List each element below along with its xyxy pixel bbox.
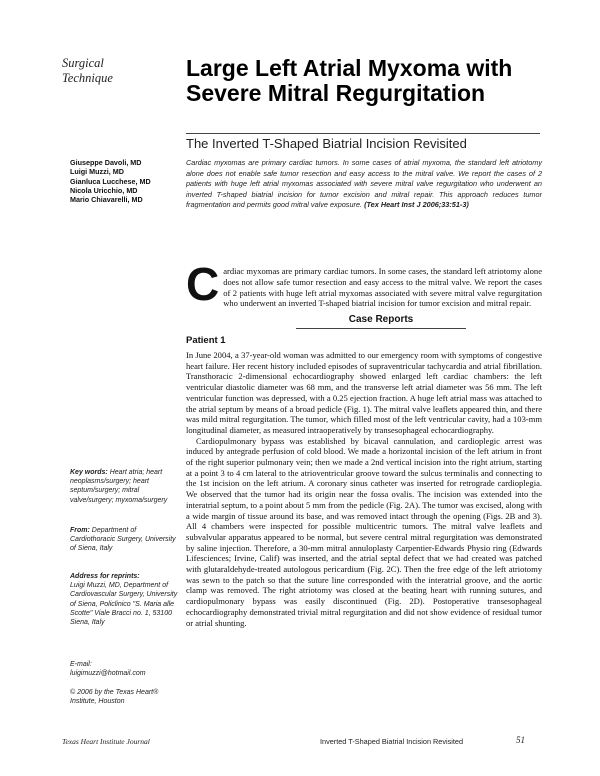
address-text: Luigi Muzzi, MD, Department of Cardiovascular Surgery, University of Siena, Policlinico "S. Maria alle Scotte" Viale Bracci no. 1, 53100 Siena, Italy	[70, 582, 178, 627]
abstract-text: Cardiac myxomas are primary cardiac tumors. In some cases of atrial myxoma, the standard left atriotomy alone does not enable safe tumor resection and easy access to the mitral valve. We report the cases of 2 patients with huge left atrial myxomas associated with severe mitral valve regurgitation who underwent an inverted T-shaped biatrial incision for tumor excision and mitral repair. This approach reduces tumor fragmentation and permits good mitral valve exposure.	[186, 158, 542, 210]
address-label: Address for reprints:	[70, 573, 140, 580]
affiliation-block	[70, 526, 182, 554]
section-label-line-2: Technique	[62, 71, 113, 85]
affiliation-text: Department of Cardiothoracic Surgery, University of Siena, Italy	[70, 527, 176, 553]
affiliation-label: From:	[70, 527, 90, 534]
abstract-citation: (Tex Heart Inst J 2006;33:51-3)	[364, 200, 469, 210]
title-divider	[186, 133, 540, 134]
copyright-notice: © 2006 by the Texas Heart® Institute, Houston	[70, 689, 159, 706]
section-label-line-1: Surgical	[62, 56, 104, 70]
journal-name: Texas Heart Institute Journal	[62, 737, 150, 746]
article-subtitle: The Inverted T-Shaped Biatrial Incision Revisited	[186, 136, 467, 151]
section-divider	[296, 328, 466, 329]
author: Nicola Uricchio, MD	[70, 185, 138, 195]
author: Gianluca Lucchese, MD	[70, 176, 151, 186]
email-block	[70, 660, 182, 678]
section-heading: Case Reports	[348, 314, 414, 325]
abstract	[186, 158, 542, 211]
keywords-block	[70, 468, 182, 505]
article-title: Large Left Atrial Myxoma with Severe Mitral Regurgitation	[186, 55, 513, 106]
author: Giuseppe Davoli, MD	[70, 158, 142, 167]
running-title: Inverted T-Shaped Biatrial Incision Revisited	[320, 737, 464, 746]
intro-paragraph	[186, 258, 542, 310]
email-address[interactable]: luigimuzzi@hotmail.com	[70, 670, 146, 678]
keywords-text: Heart atria; heart neoplasms/surgery; heart septum/surgery; mitral valve/surgery; myxoma/surgery	[70, 469, 168, 504]
body-paragraph: In June 2004, a 37-year-old woman was admitted to our emergency room with symptoms of congestive heart failure. Her recent history included episodes of supraventricular tachycardia and atrial fibrillation. Transthoracic 2-dimensional echocardiography showed enlarged left cardiac chambers: the left ventricular diastolic diameter was 68 mm, and the transverse left atrial diameter was 56 mm. The left ventricular function was depressed, with a 0.25 ejection fraction. A huge left atrial mass was attached to the atrial septum by means of a broad pedicle (Fig. 1). The mitral valve leaflets appeared thin, and there was mild mitral regurgitation. The tumor, which filled most of the left ventricular cavity, had a 103-mm longitudinal diameter, as measured intraoperatively by transesophageal echocardiography.	[186, 350, 542, 435]
author-list	[70, 158, 185, 204]
page-number: 51	[516, 735, 525, 745]
subheading: Patient 1	[186, 335, 226, 346]
body-text	[186, 350, 542, 628]
section-label	[62, 56, 172, 86]
drop-cap: C	[186, 258, 220, 310]
author: Luigi Muzzi, MD	[70, 167, 124, 177]
email-label: E-mail:	[70, 661, 92, 668]
address-block	[70, 572, 182, 627]
intro-text: ardiac myxomas are primary cardiac tumors. In some cases, the standard left atriotomy alone does not allow safe tumor resection and easy access to the mitral valve. We report the cases of 2 patients with huge left atrial myxomas associated with severe mitral valve regurgitation who underwent an inverted T-shaped biatrial incision for tumor excision and mitral repair.	[223, 266, 542, 309]
keywords-label: Key words:	[70, 469, 108, 476]
author: Mario Chiavarelli, MD	[70, 195, 143, 205]
body-paragraph: Cardiopulmonary bypass was established by bicaval cannulation, and cardioplegic arrest was induced by antegrade perfusion of cold blood. We made a horizontal incision of the left atrium in front of the right superior pulmonary vein; then we made a 2nd vertical incision into the right atrium, starting at a point 3 to 4 cm lateral to the atrioventricular groove toward the sulcus terminalis and connecting to the 1st incision on the left atrium. A coronary sinus catheter was inserted for retrograde cardioplegia. We observed that the tumor had its origin near the fossa ovalis. The incision was extended into the interatrial septum, to a point about 5 mm from the pedicle (Fig. 2A). The tumor was excised, along with a wide margin of tissue around its base, and was removed intact through the opening (Figs. 2B and 3). All 4 chambers were inspected for possible multicentric tumors. The mitral valve leaflets and subvalvular apparatus appeared to be normal, but severe central mitral regurgitation was demonstrated by saline injection. Therefore, a 30-mm mitral annuloplasty Carpentier-Edwards Physio ring (Edwards Lifesciences; Irvine, Calif) was inserted, and the atrial septal defect that we had created was patched with glutaraldehyde-treated autologous pericardium (Fig. 2C). Then the free edge of the left atriotomy was sewn to the patch so that the suture line corresponded with the interatrial groove, and the aortic clamp was removed. The right atriotomy was closed at the beating heart with running sutures, and cardiopulmonary bypass was easily discontinued (Fig. 2D). Postoperative transesophageal echocardiography demonstrated trivial mitral regurgitation and did not show evidence of residual tumor or atrial shunting.	[186, 435, 542, 628]
